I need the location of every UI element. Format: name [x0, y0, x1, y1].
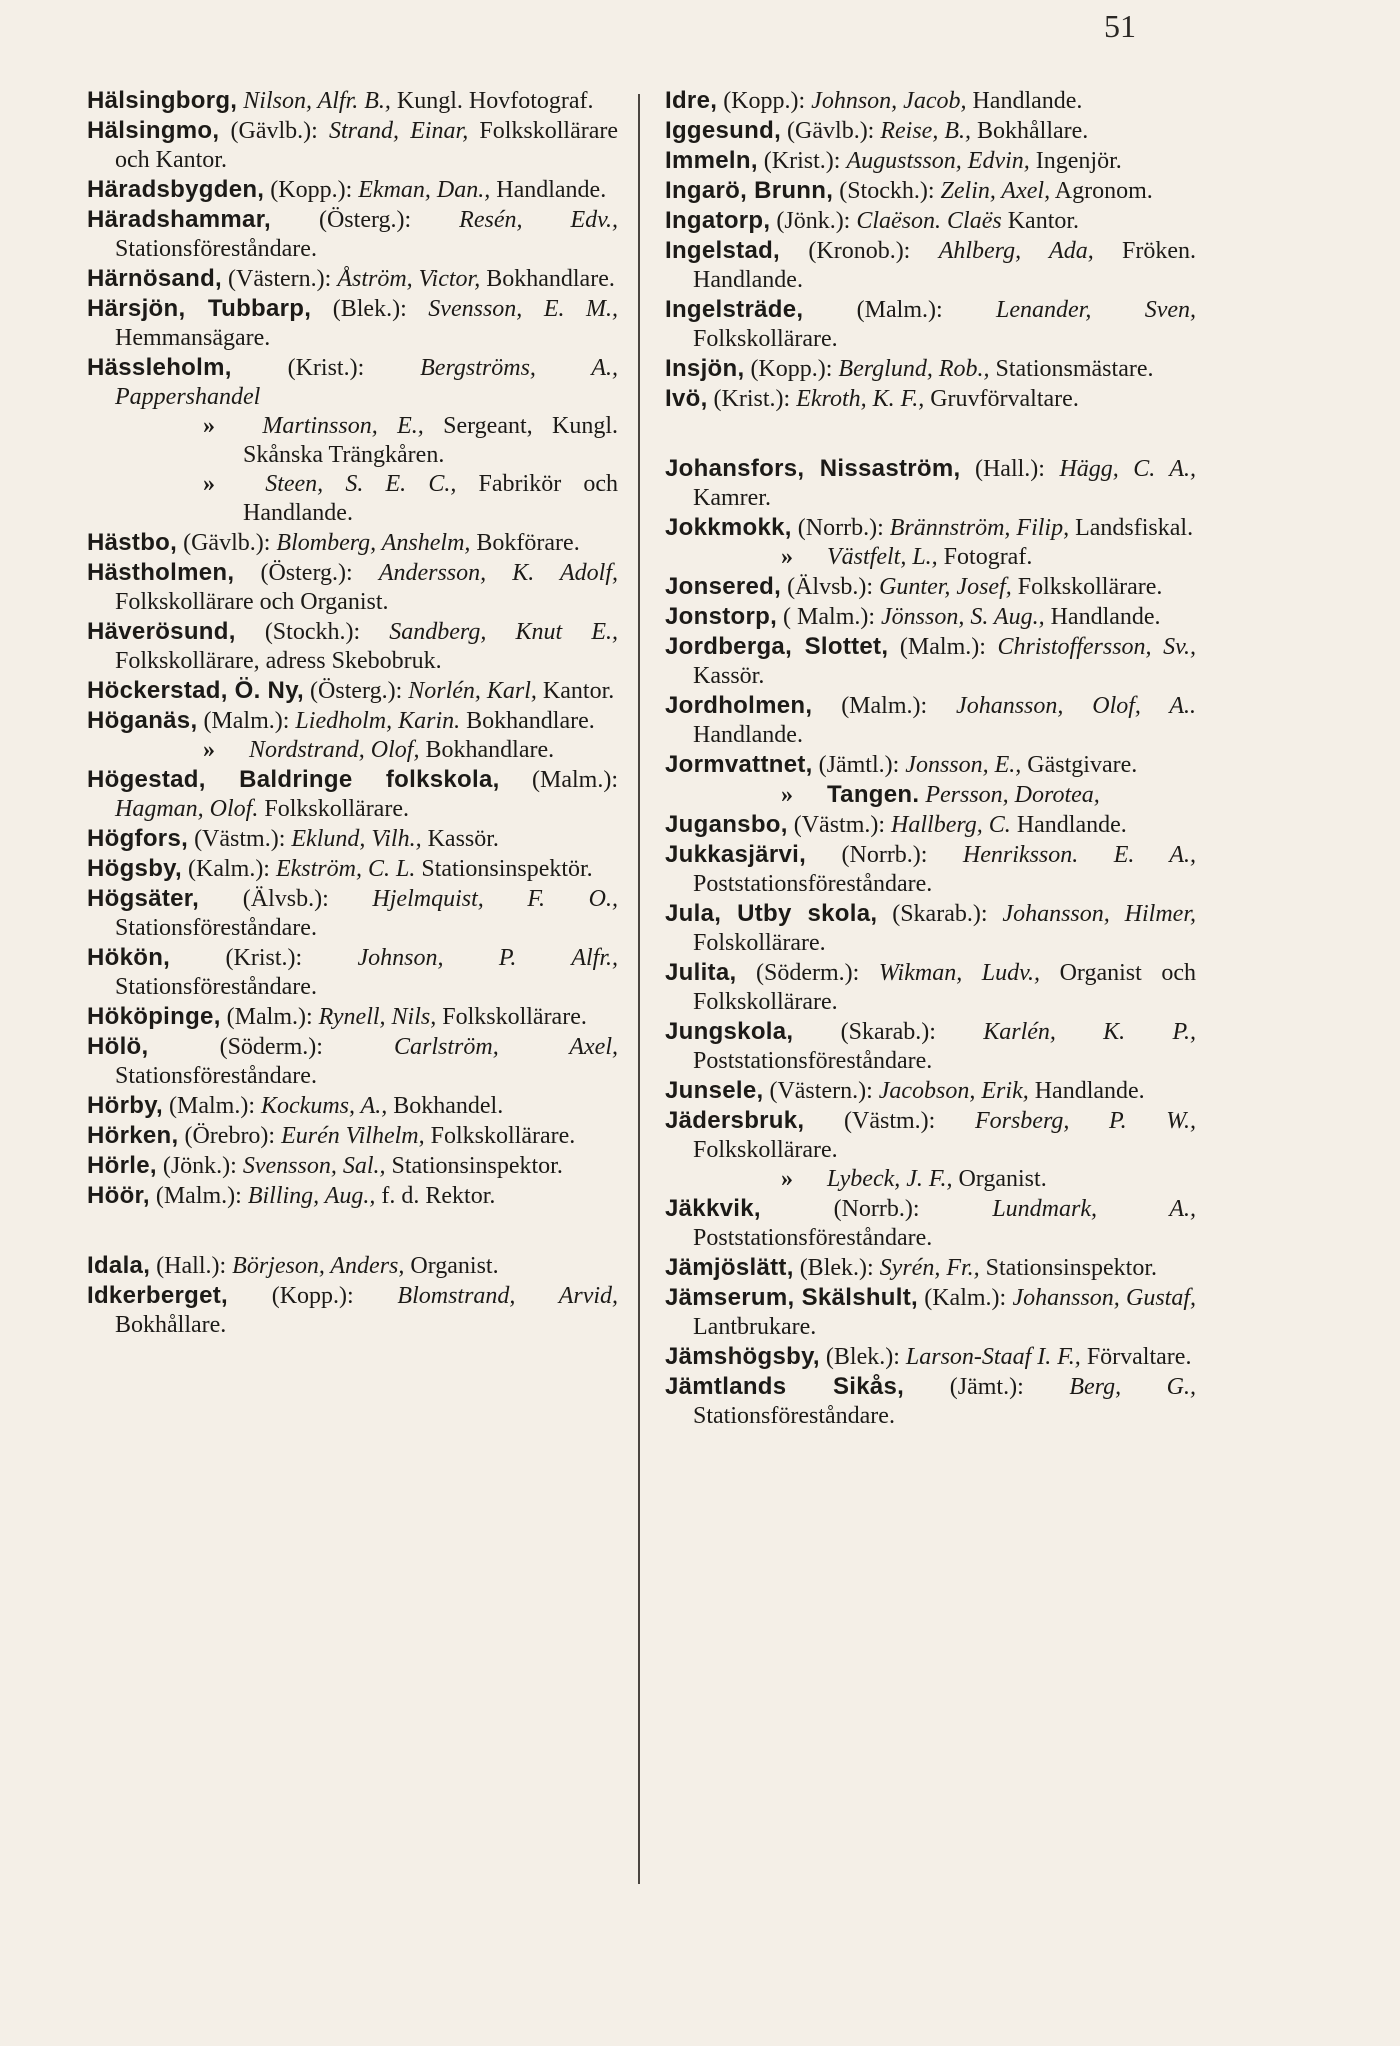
occupation: Bokhandel.	[393, 1093, 504, 1119]
place-name: Hököpinge,	[87, 1003, 221, 1030]
region-abbrev: (Malm.):	[899, 634, 986, 660]
person-name: Kockums, A.,	[261, 1093, 388, 1119]
person-name: Wikman, Ludv.,	[878, 960, 1040, 986]
region-abbrev: (Norrb.):	[833, 1196, 920, 1222]
place-name: Hökön,	[87, 944, 171, 971]
occupation: Handlande.	[693, 722, 803, 748]
occupation: Kungl. Hovfotograf.	[396, 88, 594, 114]
occupation: Gästgivare.	[1027, 752, 1138, 778]
person-name: Johnson, Jacob,	[811, 88, 967, 114]
occupation: Folkskollärare.	[693, 326, 838, 352]
occupation: Handlande.	[972, 88, 1083, 114]
person-name: Ekman, Dan.,	[358, 177, 491, 203]
occupation: Poststationsföreståndare.	[693, 1225, 933, 1251]
region-abbrev: (Västm.):	[793, 812, 886, 838]
region-abbrev: (Kopp.):	[271, 1283, 354, 1309]
region-abbrev: (Blek.):	[825, 1344, 900, 1370]
person-name: Blomstrand, Arvid,	[397, 1283, 619, 1309]
person-name: Brännström, Filip,	[889, 515, 1070, 541]
occupation: Kantor.	[542, 678, 615, 704]
occupation: Ingenjör.	[1035, 148, 1122, 174]
occupation: Förvaltare.	[1086, 1344, 1192, 1370]
ditto-mark: »	[781, 1166, 793, 1192]
directory-entry	[87, 884, 618, 943]
person-name: Hägg, C. A.,	[1059, 456, 1197, 482]
region-abbrev: (Norrb.):	[841, 842, 928, 868]
occupation: Folkskollärare.	[693, 1137, 838, 1163]
occupation: Organist.	[958, 1166, 1047, 1192]
person-name: Jonsson, E.,	[905, 752, 1022, 778]
directory-entry	[87, 353, 618, 412]
region-abbrev: (Blek.):	[799, 1255, 874, 1281]
place-name: Högfors,	[87, 825, 189, 852]
region-abbrev: (Krist.):	[287, 355, 365, 381]
region-abbrev: (Krist.):	[763, 148, 841, 174]
directory-entry	[665, 384, 1196, 414]
person-name: Claëson. Claës	[856, 208, 1002, 234]
person-name: Berglund, Rob.,	[838, 356, 990, 382]
place-name: Höganäs,	[87, 707, 198, 734]
section-gap	[665, 414, 1196, 454]
person-name: Johansson, Olof, A..	[956, 693, 1197, 719]
region-abbrev: (Blek.):	[332, 296, 407, 322]
directory-entry	[665, 1017, 1196, 1076]
directory-entry	[665, 840, 1196, 899]
occupation: Organist och Folkskollärare.	[693, 960, 1196, 1015]
region-abbrev: (Kopp.):	[723, 88, 806, 114]
person-name: Berg, G.,	[1069, 1374, 1197, 1400]
directory-entry	[87, 617, 618, 676]
place-name: Idkerberget,	[87, 1282, 228, 1309]
occupation: Folkskollärare och Kantor.	[115, 118, 619, 173]
occupation: Stationsmästare.	[995, 356, 1154, 382]
occupation: Stationsföreståndare.	[115, 1063, 317, 1089]
person-name: Eurén Vilhelm,	[281, 1123, 425, 1149]
person-name: Liedholm, Karin.	[295, 708, 461, 734]
person-name: Jacobson, Erik,	[878, 1078, 1029, 1104]
occupation: Bokhandlare.	[425, 737, 555, 763]
person-name: Norlén, Karl,	[408, 678, 537, 704]
person-name: Johansson, Gustaf,	[1012, 1285, 1197, 1311]
place-name: Höckerstad, Ö. Ny,	[87, 677, 305, 704]
region-abbrev: (Österg.):	[310, 678, 403, 704]
place-name: Idala,	[87, 1252, 151, 1279]
occupation: Organist.	[410, 1253, 499, 1279]
occupation: Kantor.	[1007, 208, 1080, 234]
directory-entry	[665, 572, 1196, 602]
person-name: Hallberg, C.	[891, 812, 1011, 838]
person-name: Hagman, Olof.	[115, 796, 259, 822]
page-number: 51	[1104, 8, 1136, 44]
directory-entry	[87, 1181, 618, 1211]
region-abbrev: (Gävlb.):	[183, 530, 271, 556]
column-divider	[638, 94, 640, 1884]
directory-entry	[665, 1076, 1196, 1106]
occupation: f. d. Rektor.	[381, 1183, 496, 1209]
place-name: Hästbo,	[87, 529, 178, 556]
directory-entry	[665, 146, 1196, 176]
person-name: Martinsson, E.,	[262, 413, 424, 439]
ditto-mark: »	[203, 737, 215, 763]
occupation: Folskollärare.	[693, 930, 826, 956]
region-abbrev: (Skarab.):	[840, 1019, 936, 1045]
occupation: Folkskollärare.	[264, 796, 409, 822]
place-name: Ingarö, Brunn,	[665, 177, 834, 204]
occupation: Stationsinspektor.	[391, 1153, 563, 1179]
person-name: Gunter, Josef,	[879, 574, 1012, 600]
place-name: Hästholmen,	[87, 559, 235, 586]
region-abbrev: (Stockh.):	[264, 619, 361, 645]
place-name: Jukkasjärvi,	[665, 841, 807, 868]
region-abbrev: (Stockh.):	[839, 178, 935, 204]
person-name: Henriksson. E. A.,	[962, 842, 1197, 868]
directory-entry	[87, 264, 618, 294]
place-name: Iggesund,	[665, 117, 782, 144]
region-abbrev: (Älvsb.):	[242, 886, 329, 912]
person-name: Jönsson, S. Aug.,	[881, 604, 1045, 630]
directory-entry	[665, 691, 1196, 750]
directory-entry	[665, 543, 1196, 572]
place-name: Höör,	[87, 1182, 150, 1209]
directory-entry	[87, 824, 618, 854]
region-abbrev: (Gävlb.):	[230, 118, 318, 144]
directory-entry	[665, 176, 1196, 206]
directory-entry	[87, 86, 618, 116]
directory-entry	[665, 810, 1196, 840]
occupation: Stationsföreståndare.	[693, 1403, 895, 1429]
person-name: Reise, B.,	[880, 118, 971, 144]
place-name: Ingelsträde,	[665, 296, 804, 323]
region-abbrev: (Hall.):	[974, 456, 1045, 482]
place-name: Jula, Utby skola,	[665, 900, 878, 927]
region-abbrev: (Malm.):	[226, 1004, 313, 1030]
occupation: Sergeant, Kungl. Skånska Trängkåren.	[243, 413, 619, 468]
place-name: Hörle,	[87, 1152, 157, 1179]
place-name: Julita,	[665, 959, 737, 986]
person-name: Rynell, Nils,	[318, 1004, 437, 1030]
region-abbrev: ( Malm.):	[783, 604, 876, 630]
person-name: Zelin, Axel,	[940, 178, 1051, 204]
directory-entry	[665, 1253, 1196, 1283]
region-abbrev: (Malm.):	[155, 1183, 242, 1209]
directory-entry	[665, 1194, 1196, 1253]
directory-entry	[87, 1251, 618, 1281]
ditto-mark: »	[203, 471, 215, 497]
occupation: Poststationsföreståndare.	[693, 1048, 933, 1074]
place-name: Junsele,	[665, 1077, 764, 1104]
person-name: Resén, Edv.,	[459, 207, 618, 233]
place-name: Högsby,	[87, 855, 182, 882]
place-name: Häradsbygden,	[87, 176, 265, 203]
region-abbrev: (Malm.):	[169, 1093, 256, 1119]
person-name: Sandberg, Knut E.,	[389, 619, 618, 645]
occupation: Landsfiskal.	[1075, 515, 1194, 541]
person-name: Billing, Aug.,	[247, 1183, 376, 1209]
place-name: Jämserum, Skälshult,	[665, 1284, 918, 1311]
directory-entry	[87, 1002, 618, 1032]
occupation: Fabrikör och Handlande.	[243, 471, 619, 526]
directory-entry	[665, 86, 1196, 116]
person-name: Svensson, Sal.,	[242, 1153, 386, 1179]
directory-entry	[665, 750, 1196, 780]
region-abbrev: (Malm.):	[203, 708, 290, 734]
occupation: Handlande.	[496, 177, 607, 203]
directory-entry	[665, 454, 1196, 513]
occupation: Gruvförvaltare.	[930, 386, 1079, 412]
person-name: Forsberg, P. W.,	[974, 1108, 1197, 1134]
region-abbrev: (Hall.):	[156, 1253, 227, 1279]
person-name: Christoffersson, Sv.,	[997, 634, 1196, 660]
person-name: Nilson, Alfr. B.,	[243, 88, 391, 114]
directory-entry	[665, 1283, 1196, 1342]
occupation: Stationsföreståndare.	[115, 915, 317, 941]
directory-entry	[87, 294, 618, 353]
region-abbrev: (Söderm.):	[756, 960, 860, 986]
place-name: Ingatorp,	[665, 207, 771, 234]
region-abbrev: (Skarab.):	[892, 901, 988, 927]
directory-entry	[665, 513, 1196, 543]
region-abbrev: (Kalm.):	[188, 856, 270, 882]
person-name: Börjeson, Anders,	[232, 1253, 405, 1279]
directory-entry	[87, 854, 618, 884]
person-name: Eklund, Vilh.,	[291, 826, 422, 852]
region-abbrev: (Jämtl.):	[818, 752, 900, 778]
person-name: Ahlberg, Ada,	[938, 238, 1094, 264]
person-name: Larson-Staaf I. F.,	[905, 1344, 1081, 1370]
place-name: Hörken,	[87, 1122, 179, 1149]
person-name: Johansson, Hilmer,	[1002, 901, 1196, 927]
place-name: Immeln,	[665, 147, 758, 174]
region-abbrev: (Malm.):	[532, 767, 618, 793]
occupation: Poststationsföreståndare.	[693, 871, 933, 897]
person-name: Ekström, C. L.	[275, 856, 416, 882]
directory-entry	[87, 558, 618, 617]
place-name: Insjön,	[665, 355, 745, 382]
directory-entry	[665, 236, 1196, 295]
directory-entry	[665, 116, 1196, 146]
directory-entry	[665, 1165, 1196, 1194]
place-name: Hölö,	[87, 1033, 149, 1060]
region-abbrev: (Norrb.):	[797, 515, 884, 541]
person-name: Karlén, K. P.,	[983, 1019, 1197, 1045]
occupation: Bokhållare.	[977, 118, 1089, 144]
place-name: Högestad, Baldringe folkskola,	[87, 766, 500, 793]
region-abbrev: (Österg.):	[318, 207, 412, 233]
occupation: Agronom.	[1054, 178, 1153, 204]
directory-entry	[665, 354, 1196, 384]
directory-entry	[87, 1091, 618, 1121]
person-name: Steen, S. E. C.,	[265, 471, 457, 497]
region-abbrev: (Västern.):	[228, 266, 332, 292]
place-name: Jormvattnet,	[665, 751, 813, 778]
place-name: Jokkmokk,	[665, 514, 792, 541]
occupation: Kassör.	[693, 663, 765, 689]
region-abbrev: (Kopp.):	[270, 177, 353, 203]
directory-entry	[87, 470, 618, 528]
place-name: Hässleholm,	[87, 354, 232, 381]
person-name: Carlström, Axel,	[394, 1034, 618, 1060]
place-name: Härnösand,	[87, 265, 223, 292]
region-abbrev: (Malm.):	[856, 297, 943, 323]
region-abbrev: (Krist.):	[225, 945, 303, 971]
occupation: Fröken. Handlande.	[693, 238, 1197, 293]
directory-entry	[87, 1151, 618, 1181]
place-name: Jäkkvik,	[665, 1195, 761, 1222]
place-name: Högsäter,	[87, 885, 200, 912]
directory-entry	[665, 958, 1196, 1017]
place-name: Johansfors, Nissaström,	[665, 455, 961, 482]
place-name: Jädersbruk,	[665, 1107, 805, 1134]
directory-entry	[87, 736, 618, 765]
region-abbrev: (Kalm.):	[924, 1285, 1007, 1311]
place-name: Hälsingborg,	[87, 87, 238, 114]
directory-entry	[87, 528, 618, 558]
person-name: Blomberg, Anshelm,	[276, 530, 471, 556]
occupation: Stationsinspektor.	[985, 1255, 1157, 1281]
right-column	[665, 86, 1196, 1431]
person-name: Svensson, E. M.,	[428, 296, 619, 322]
occupation: Stationsinspektör.	[421, 856, 593, 882]
person-name: Västfelt, L.,	[827, 544, 938, 570]
place-name: Jonstorp,	[665, 603, 778, 630]
occupation: Folkskollärare.	[442, 1004, 587, 1030]
occupation: Fotograf.	[943, 544, 1033, 570]
region-abbrev: (Västm.):	[194, 826, 286, 852]
section-gap	[87, 1211, 618, 1251]
person-name: Syrén, Fr.,	[879, 1255, 980, 1281]
directory-entry	[87, 412, 618, 470]
region-abbrev: (Kronob.):	[808, 238, 911, 264]
place-name: Jämshögsby,	[665, 1343, 820, 1370]
occupation: Handlande.	[1034, 1078, 1145, 1104]
occupation: Lantbrukare.	[693, 1314, 817, 1340]
directory-entry	[87, 1281, 618, 1340]
region-abbrev: (Älvsb.):	[787, 574, 874, 600]
person-name: Persson, Dorotea,	[925, 782, 1100, 808]
directory-entry	[665, 602, 1196, 632]
ditto-mark: »	[203, 413, 215, 439]
place-name: Hörby,	[87, 1092, 164, 1119]
place-name: Jugansbo,	[665, 811, 788, 838]
directory-entry	[665, 1372, 1196, 1431]
person-name: Hjelmquist, F. O.,	[372, 886, 618, 912]
occupation: Handlande.	[1050, 604, 1161, 630]
directory-entry	[665, 295, 1196, 354]
left-column	[87, 86, 618, 1340]
person-name: Bergströms, A., Pappershandel	[115, 355, 619, 410]
place-name: Jordberga, Slottet,	[665, 633, 889, 660]
person-name: Lundmark, A.,	[992, 1196, 1196, 1222]
ditto-mark: »	[781, 544, 793, 570]
region-abbrev: (Västm.):	[844, 1108, 936, 1134]
directory-entry	[665, 899, 1196, 958]
region-abbrev: (Söderm.):	[219, 1034, 323, 1060]
directory-entry	[87, 205, 618, 264]
place-name: Ingelstad,	[665, 237, 781, 264]
place-name: Jämtlands Sikås,	[665, 1373, 905, 1400]
person-name: Lenander, Sven,	[996, 297, 1197, 323]
directory-entry	[87, 1032, 618, 1091]
person-name: Johnson, P. Alfr.,	[357, 945, 619, 971]
person-name: Ekroth, K. F.,	[796, 386, 925, 412]
occupation: Stationsföreståndare.	[115, 236, 317, 262]
directory-entry	[665, 1342, 1196, 1372]
person-name: Åström, Victor,	[337, 266, 481, 292]
region-abbrev: (Jämt.):	[949, 1374, 1024, 1400]
directory-entry	[87, 116, 618, 175]
place-name: Hälsingmo,	[87, 117, 220, 144]
occupation: Bokförare.	[476, 530, 580, 556]
person-name: Augustsson, Edvin,	[846, 148, 1030, 174]
region-abbrev: (Krist.):	[713, 386, 791, 412]
occupation: Bokhandlare.	[466, 708, 595, 734]
region-abbrev: (Malm.):	[841, 693, 928, 719]
person-name: Lybeck, J. F.,	[827, 1166, 953, 1192]
person-name: Nordstrand, Olof,	[249, 737, 420, 763]
region-abbrev: (Kopp.):	[750, 356, 833, 382]
place-name: Häverösund,	[87, 618, 236, 645]
region-abbrev: (Österg.):	[260, 560, 353, 586]
occupation: Hemmansägare.	[115, 325, 271, 351]
person-name: Strand, Einar,	[329, 118, 469, 144]
directory-entry	[665, 1106, 1196, 1165]
occupation: Folkskollärare, adress Skebobruk.	[115, 648, 442, 674]
region-abbrev: (Örebro):	[184, 1123, 276, 1149]
directory-entry	[665, 632, 1196, 691]
region-abbrev: (Västern.):	[769, 1078, 873, 1104]
place-name: Jämjöslätt,	[665, 1254, 794, 1281]
occupation: Stationsföreståndare.	[115, 974, 317, 1000]
directory-entry	[665, 206, 1196, 236]
directory-entry	[87, 765, 618, 824]
directory-entry	[87, 943, 618, 1002]
ditto-mark: »	[781, 782, 793, 808]
place-name: Jordholmen,	[665, 692, 813, 719]
place-name: Härsjön, Tubbarp,	[87, 295, 312, 322]
place-name: Jonsered,	[665, 573, 782, 600]
occupation: Kassör.	[427, 826, 499, 852]
occupation: Folkskollärare.	[430, 1123, 576, 1149]
occupation: Folkskollärare och Organist.	[115, 589, 389, 615]
occupation: Bokhållare.	[115, 1312, 227, 1338]
occupation: Handlande.	[1016, 812, 1127, 838]
occupation: Kamrer.	[693, 485, 771, 511]
directory-entry	[87, 676, 618, 706]
directory-entry	[665, 780, 1196, 810]
occupation: Folkskollärare.	[1017, 574, 1163, 600]
place-name: Idre,	[665, 87, 718, 114]
place-name: Jungskola,	[665, 1018, 794, 1045]
directory-entry	[87, 706, 618, 736]
directory-entry	[87, 175, 618, 205]
region-abbrev: (Jönk.):	[776, 208, 851, 234]
place-name: Tangen.	[827, 781, 920, 808]
directory-entry	[87, 1121, 618, 1151]
person-name: Andersson, K. Adolf,	[378, 560, 618, 586]
place-name: Ivö,	[665, 385, 708, 412]
place-name: Häradshammar,	[87, 206, 271, 233]
region-abbrev: (Jönk.):	[162, 1153, 237, 1179]
region-abbrev: (Gävlb.):	[787, 118, 875, 144]
occupation: Bokhandlare.	[486, 266, 615, 292]
